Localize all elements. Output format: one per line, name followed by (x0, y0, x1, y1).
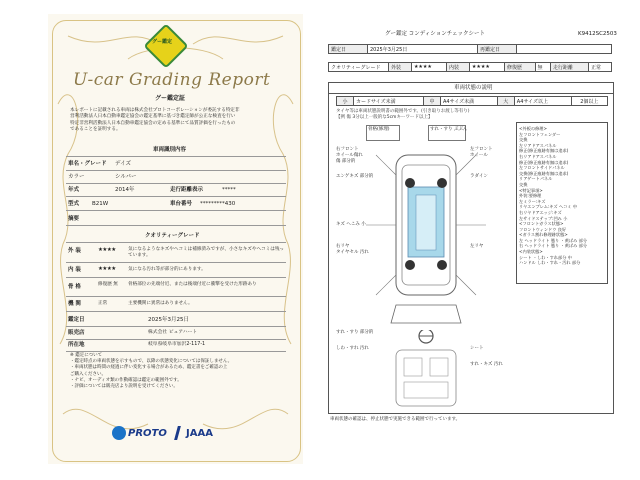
diagram-label: ホイール傷れ (336, 153, 363, 158)
grade-interior-text: 気になる汚れ等が部分的にあります。 (128, 267, 206, 272)
diagram-label: ホイール (470, 153, 488, 158)
diagram-label: 左リヤ (470, 244, 484, 249)
quality-label-cell: クオリティーグレード (329, 63, 389, 72)
note-example: 【例 傷 3分以上一般的な5cmキーワード以上】 (336, 115, 433, 120)
diagram-label: 左フロント (470, 147, 493, 152)
note-item: 左フロントサイドパネル (519, 165, 565, 171)
diagram-label: タイヤセル 汚れ (336, 250, 369, 255)
size-small-name: 小 (337, 97, 354, 106)
grade-exterior-text: 気になるようなキズやヘコミは補修済みですが、小さなキズやヘコミは残っています。 (128, 247, 285, 258)
intro-text (70, 108, 292, 133)
interior-diagram (336, 330, 516, 410)
vehicle-color-value: シルバー (115, 174, 137, 180)
vehicle-year-value: 2014年 (115, 187, 135, 193)
note-tires: タイヤ等は車両状態説明書の範囲外です。(引き取りお渡し等有り) (336, 109, 470, 114)
note-item: <フロントガラス状態> (519, 221, 564, 227)
diagram-label: すれ・すり ぶぶん (430, 127, 468, 132)
note-item: <特記事項> (519, 187, 543, 193)
diagram-label: ラダイン (470, 174, 488, 179)
vehicle-model-value: B21W (92, 201, 109, 207)
header-dates-table (328, 44, 612, 54)
diagram-label: シート (470, 346, 484, 351)
sheet-id: K9412SC2503 (578, 31, 617, 37)
kantei-date-value: 2025年3月25日 (148, 317, 189, 323)
note-item: 左フロントフェンダー (519, 131, 561, 137)
note-item: 外装:要修理 (519, 193, 542, 199)
remarks (70, 353, 232, 390)
saikantei-label-cell: 再鑑定日 (478, 45, 517, 54)
vehicle-section-title: 車両識別内容 (153, 147, 187, 153)
note-item: 修正(修正痕跡有無は追求) (519, 148, 569, 154)
intro-line: 営利活動法人日本自動車鑑定協会の鑑定基準に基づき鑑定師が公正な検査を行い (70, 114, 236, 120)
saikantei-date-cell (517, 45, 612, 54)
note-item: 左ミラー:キズ (519, 198, 546, 204)
vehicle-year-label: 年式 (68, 187, 80, 193)
remark-line: ・評価については販売店より説明を受けてください。 (70, 384, 178, 390)
vehicle-name-value: デイズ (115, 161, 132, 167)
vehicle-model-label: 型式 (68, 201, 80, 207)
address-label: 所在地 (68, 342, 85, 348)
shop-value: 株式会社 ピュアハート (148, 330, 198, 335)
grade-frame-label: 骨 格 (68, 284, 81, 290)
grade-exterior-label: 外 装 (68, 248, 81, 254)
size-large-name: 大 (497, 97, 514, 106)
diagram-label: しわ・すれ 汚れ (336, 346, 369, 351)
grade-frame-text: 骨格部位の先端付近、または後端付近に衝撃を受けた形跡あり (128, 282, 257, 287)
intro-line: 本レポートに記載される車両は株式会社プロトコーポレーションが委託する特定非 (70, 108, 240, 113)
logo-text: グー鑑定 (152, 39, 173, 45)
shufuku-value-cell: 無 (535, 63, 550, 72)
header-grades-table (328, 62, 612, 72)
diagram-label: 右フロント (336, 147, 359, 152)
note-item: リアゲートパネル (519, 176, 553, 182)
kantei-label-cell: 鑑定日 (329, 45, 368, 54)
note-item: <内装状態> (519, 249, 543, 255)
report-title: U-car Grading Report (73, 70, 271, 90)
size-legend-table (336, 96, 608, 106)
grade-engine-status: 正常 (98, 301, 108, 306)
grade-engine-label: 機 関 (68, 301, 81, 307)
note-item: <外板の修理> (519, 126, 547, 131)
note-item: シート ・しわ・すれ部分 中 (519, 254, 572, 260)
grade-interior-label: 内 装 (68, 267, 81, 273)
notes-list (519, 126, 605, 266)
gaiso-stars-cell: ★★★★ (411, 63, 446, 72)
remark-line: ・車両状態は時間の経過に伴い変化する場合があるため、鑑定書をご確認の上 (70, 365, 228, 371)
vehicle-color-label: カラー (68, 174, 85, 180)
diagram-label: すれ・キズ 汚れ (470, 362, 503, 367)
size-medium-desc: A4サイズ未満 (440, 97, 497, 106)
section-title: 車両状態の説明 (454, 85, 493, 91)
note-item: 交換 (519, 137, 528, 143)
diagram-label: キズ へこみ 小 (336, 222, 366, 227)
size-medium-name: 中 (423, 97, 440, 106)
grade-interior-stars: ★★★★ (98, 266, 116, 272)
diagram-label: 右リヤ (336, 244, 350, 249)
grade-exterior-stars: ★★★★ (98, 247, 116, 253)
vehicle-mileage-value: ***** (222, 187, 236, 193)
cert-title: グー鑑定証 (155, 95, 186, 102)
vehicle-frame-value: *********430 (200, 201, 236, 207)
remark-line: ・鑑定時点の車両状態を示すもので、以降の状態変化については保証しません。 (70, 359, 233, 365)
note-item: 右リアドアスパネル (519, 153, 557, 159)
naiso-stars-cell: ★★★★ (469, 63, 504, 72)
kantei-date-cell: 2025年3月25日 (368, 45, 478, 54)
remark-line: ※ 鑑定について (70, 353, 103, 358)
grade-frame-status: 修復歴 無 (98, 282, 118, 287)
note-item: 左 ヘッドライト 曇り ・黄ばみ 部分 (519, 237, 588, 243)
note-item: 右リヤドアエッジ:キズ (519, 209, 562, 215)
shop-label: 販売店 (68, 330, 85, 336)
sheet-footer: 車両状態の確認は、停止状態で実施できる範囲で行っています。 (330, 417, 461, 422)
naiso-label-cell: 内装 (446, 63, 469, 72)
vehicle-notes-label: 摘要 (68, 216, 80, 222)
soko-label-cell: 走行距離 (550, 63, 588, 72)
note-item: 交換 (519, 181, 528, 187)
note-item: 左リアドアスパネル (519, 142, 557, 148)
size-large-desc: A4サイズ以上 (514, 97, 571, 106)
proto-logo-text: PROTO (128, 428, 167, 439)
diagram-label: 骨格(修理) (368, 127, 390, 132)
soko-value-cell: 正常 (589, 63, 612, 72)
shufuku-label-cell: 修復歴 (504, 63, 535, 72)
grade-section-title: クオリティーグレード (145, 233, 200, 239)
vehicle-name-label: 車名・グレード (68, 161, 107, 167)
sheet-title: グー鑑定 コンディションチェックシート (385, 31, 486, 37)
diagram-label: すれ・すり 部分的 (336, 330, 374, 335)
intro-line: 特定非営利活動法人日本自動車鑑定協会の定める基準にて品質評価を行ったもの (70, 120, 236, 126)
address-value: 岐阜県岐阜市加沢2-117-1 (148, 342, 206, 347)
diagram-label: エンゲキズ 部分的 (336, 174, 374, 179)
vehicle-frame-label: 車台番号 (170, 201, 193, 207)
note-item: <ガラス割れ修理跡状態> (519, 232, 568, 238)
note-item: 修正(修正痕跡有無は追求) (519, 159, 569, 165)
intro-line: であることを証明する。 (70, 126, 121, 132)
proto-logo (112, 426, 126, 440)
grade-engine-text: 主要機関に異常はありません。 (128, 301, 193, 306)
remark-line: ・ナビ、オーディオ類の作動確認は鑑定の範囲外です。 (70, 377, 182, 383)
gaiso-label-cell: 外装 (389, 63, 412, 72)
kantei-date-label: 鑑定日 (68, 317, 85, 323)
remark-line: ご購入ください。 (70, 371, 106, 377)
note-item: ハンドル しわ・すれ・汚れ 部分 (519, 260, 581, 266)
vehicle-mileage-label: 走行距離表示 (170, 187, 204, 193)
count-cell: 2個以上 (571, 97, 607, 106)
note-item: フロントウィンドウ 良好 (519, 226, 567, 232)
note-item: 右 ヘッドライト 曇り ・黄ばみ 部分 (519, 243, 588, 249)
size-small-desc: カードサイズ未満 (354, 97, 424, 106)
jaaa-logo-text: JAAA (186, 428, 213, 439)
note-item: 交換(修正痕跡有無は追求) (519, 170, 569, 176)
diagram-label: 傷 部分的 (336, 159, 356, 164)
note-item: リヤエンブレム:キズ ヘコミ 中 (519, 204, 578, 210)
note-item: 左サイドステップ:凹み 小 (519, 215, 568, 221)
